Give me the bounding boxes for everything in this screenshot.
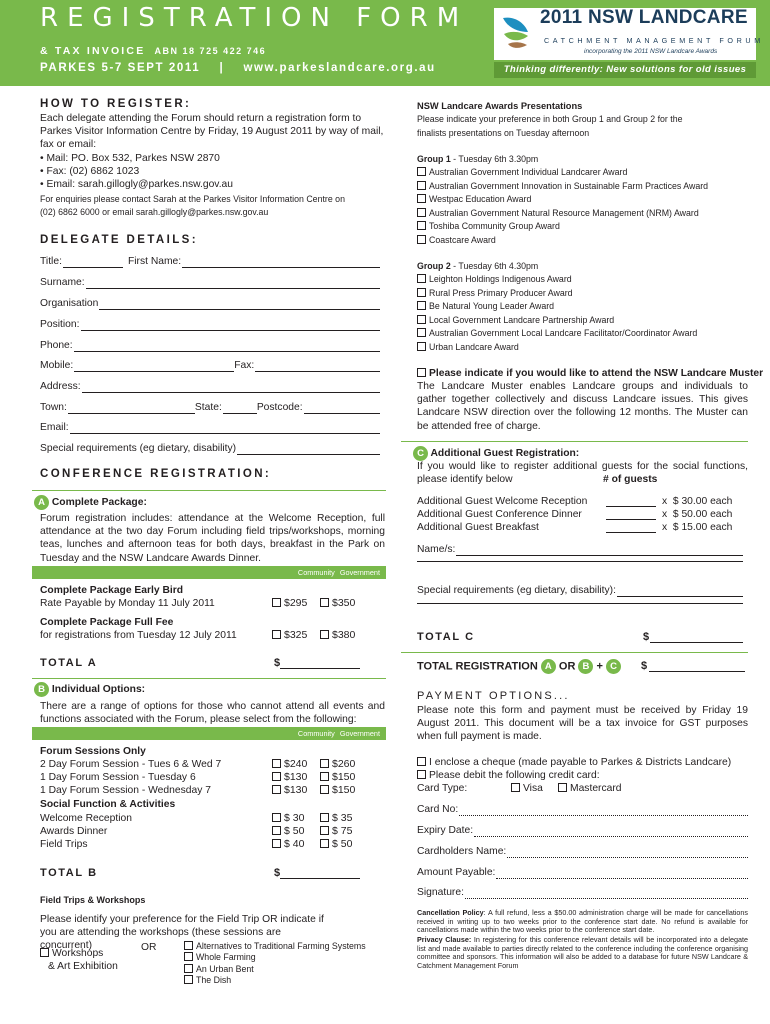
cancellation-policy <box>417 909 748 935</box>
grand-total-or: OR <box>558 660 576 673</box>
total-c-label: TOTAL C <box>417 631 475 643</box>
separator: | <box>219 62 225 74</box>
phone-label: Phone: <box>40 340 73 351</box>
title-first-name-row <box>40 254 380 268</box>
session-label: 1 Day Forum Session - Wednesday 7 <box>40 785 211 796</box>
checkbox[interactable] <box>272 772 281 781</box>
full-fee-community-option[interactable] <box>272 629 307 642</box>
award-option[interactable] <box>417 300 697 314</box>
field-trip-label: Alternatives to Traditional Farming Systems <box>196 941 366 951</box>
award-option[interactable] <box>417 207 708 221</box>
group-2-label: Group 2 <box>417 261 451 271</box>
price-label: $130 <box>284 784 308 796</box>
checkbox[interactable] <box>417 757 426 766</box>
group-1-time: - Tuesday 6th 3.30pm <box>450 154 539 164</box>
organisation-field[interactable] <box>99 299 380 310</box>
amount-row <box>417 865 748 879</box>
checkbox[interactable] <box>417 328 426 337</box>
credit-card-option[interactable] <box>417 769 600 782</box>
total-b-field[interactable] <box>280 867 360 879</box>
early-bird-government-option[interactable] <box>320 597 355 610</box>
town-label: Town: <box>40 402 67 413</box>
guest-rule <box>401 441 748 442</box>
package-a-column-headers: Community Government <box>32 566 386 579</box>
how-to-register-intro: Each delegate attending the Forum should return a registration form to Parkes Visitor Information Centre by Friday, 19 August 2011 by way of mail, fax or email: <box>40 113 384 151</box>
cancellation-label: Cancellation Policy <box>417 908 484 917</box>
total-a-label: TOTAL A <box>40 657 98 669</box>
field-trip-option[interactable] <box>184 975 366 986</box>
award-label: Australian Government Local Landcare Facilitator/Coordinator Award <box>429 328 698 338</box>
first-name-field[interactable] <box>182 257 380 268</box>
expiry-row <box>417 823 748 837</box>
guest-heading <box>413 446 579 461</box>
field-trips-title: Field Trips & Workshops <box>40 895 146 905</box>
full-fee-description: for registrations from Tuesday 12 July 2011 <box>40 630 237 641</box>
guest-item-label: Additional Guest Conference Dinner <box>417 509 582 520</box>
grand-total-badge-c: C <box>606 659 621 674</box>
full-fee-government-option[interactable] <box>320 629 355 642</box>
award-option[interactable] <box>417 314 697 328</box>
group-1-list <box>417 166 708 247</box>
position-field[interactable] <box>81 320 381 331</box>
guest-item-price: x $ 15.00 each <box>662 522 733 533</box>
award-label: Coastcare Award <box>429 234 496 245</box>
checkbox[interactable] <box>272 759 281 768</box>
card-number-row <box>417 802 748 816</box>
price-label: $150 <box>332 784 356 796</box>
title-label: Title: <box>40 256 62 267</box>
guest-special-label: Special requirements (eg dietary, disability): <box>417 585 616 596</box>
field-trip-option[interactable] <box>184 941 366 952</box>
field-trip-label: Whole Farming <box>196 952 256 963</box>
art-exhibition-label: & Art Exhibition <box>48 961 118 972</box>
logo-title: 2011 NSW LANDCARE <box>540 7 748 28</box>
social-label: Welcome Reception <box>40 813 132 824</box>
grand-total-row <box>417 659 747 674</box>
checkbox[interactable] <box>320 630 329 639</box>
title-field[interactable] <box>63 257 123 268</box>
visa-option[interactable] <box>511 782 543 795</box>
postcode-label: Postcode: <box>256 402 303 413</box>
event-location-date: PARKES 5-7 SEPT 2011 <box>40 62 201 74</box>
checkbox[interactable] <box>272 630 281 639</box>
card-number-field[interactable] <box>459 805 748 816</box>
package-a-heading <box>34 495 147 510</box>
field-trip-label: An Urban Bent <box>196 963 254 974</box>
privacy-clause <box>417 936 748 971</box>
price-label: $240 <box>284 758 308 770</box>
grand-total-plus: + <box>596 660 603 673</box>
form-subtitle <box>40 45 266 58</box>
package-b-title: Individual Options: <box>51 684 146 696</box>
grand-total-dollar: $ <box>641 660 648 672</box>
guest-count-header: # of guests <box>603 474 658 485</box>
price-label: $295 <box>284 597 308 609</box>
early-bird-community-option[interactable] <box>272 597 307 610</box>
muster-option[interactable] <box>417 367 763 380</box>
event-line <box>40 62 436 75</box>
social-label: Awards Dinner <box>40 826 108 837</box>
social-community-option[interactable] <box>272 825 304 838</box>
field-trip-option[interactable] <box>184 964 366 975</box>
muster-title: Please indicate if you would like to attend the NSW Landcare Muster <box>429 368 764 379</box>
first-name-label: First Name: <box>127 256 182 267</box>
total-c-row <box>417 631 743 644</box>
abn-number: ABN 18 725 422 746 <box>154 46 267 56</box>
session-label: 2 Day Forum Session - Tues 6 & Wed 7 <box>40 759 222 770</box>
award-label: Urban Landcare Award <box>429 341 519 352</box>
checkbox[interactable] <box>417 235 426 244</box>
mobile-label: Mobile: <box>40 360 74 371</box>
guest-names-field-2[interactable] <box>417 561 743 562</box>
award-option[interactable] <box>417 220 708 234</box>
checkbox[interactable] <box>272 826 281 835</box>
total-a-field[interactable] <box>280 657 360 669</box>
payment-description: Please note this form and payment must be received by Friday 19 August 2011. This document will be a tax invoice for GST purposes when full payment is made. <box>417 705 748 743</box>
checkbox[interactable] <box>417 315 426 324</box>
field-trips-list <box>184 941 366 986</box>
header-banner <box>0 0 770 86</box>
guest-item-label: Additional Guest Welcome Reception <box>417 496 588 507</box>
conference-registration-title: CONFERENCE REGISTRATION: <box>40 468 272 480</box>
award-option[interactable] <box>417 287 697 301</box>
guest-title: Additional Guest Registration: <box>430 448 580 460</box>
checkbox[interactable] <box>184 952 193 961</box>
price-label: $ 40 <box>284 838 305 850</box>
checkbox[interactable] <box>320 759 329 768</box>
total-c-dollar: $ <box>643 631 651 643</box>
signature-row <box>417 885 748 899</box>
checkbox[interactable] <box>417 181 426 190</box>
address-row <box>40 379 380 393</box>
award-label: Rural Press Primary Producer Award <box>429 287 573 298</box>
guest-names-row <box>417 542 743 556</box>
guest-special-field[interactable] <box>617 586 743 597</box>
guest-names-field[interactable] <box>456 545 743 556</box>
checkbox[interactable] <box>184 941 193 950</box>
guest-count-field[interactable] <box>606 495 656 507</box>
signature-label: Signature: <box>417 887 464 898</box>
cancellation-text: : A full refund, less a $50.00 administration charge will be made for cancellations received in writing up to two weeks prior to the conference start date. No refund is available for cancellations made within the two weeks prior to the conference start date. <box>417 908 748 935</box>
cardholder-field[interactable] <box>507 847 748 858</box>
card-number-label: Card No: <box>417 804 459 815</box>
award-label: Leighton Holdings Indigenous Award <box>429 274 572 284</box>
price-label: $ 30 <box>284 812 305 824</box>
state-field[interactable] <box>223 403 257 414</box>
card-type-label: Card Type: <box>417 783 468 794</box>
session-government-option[interactable] <box>320 771 355 784</box>
session-community-option[interactable] <box>272 784 307 797</box>
guest-count-field[interactable] <box>606 508 656 520</box>
checkbox[interactable] <box>272 813 281 822</box>
full-fee-title: Complete Package Full Fee <box>40 617 174 628</box>
guest-item-price: x $ 30.00 each <box>662 496 733 507</box>
checkbox[interactable] <box>417 288 426 297</box>
delegate-details-title: DELEGATE DETAILS: <box>40 234 198 246</box>
amount-field[interactable] <box>496 868 748 879</box>
package-b-rule <box>32 678 386 679</box>
checkbox[interactable] <box>272 785 281 794</box>
social-government-option[interactable] <box>320 825 352 838</box>
price-label: $150 <box>332 771 356 783</box>
checkbox[interactable] <box>320 839 329 848</box>
checkbox[interactable] <box>417 301 426 310</box>
credit-card-label: Please debit the following credit card: <box>429 770 600 781</box>
price-label: $350 <box>332 597 356 609</box>
grand-total-field[interactable] <box>649 660 745 672</box>
enquiries-text: For enquiries please contact Sarah at the Parkes Visitor Information Centre on (02) 6862 6000 or email sarah.gillogly@parkes.nsw.gov.au <box>40 194 345 217</box>
landcare-logo <box>494 7 764 60</box>
logo-incorporating-text: incorporating the 2011 NSW Landcare Awards <box>584 48 718 55</box>
position-label: Position: <box>40 319 80 330</box>
social-label: Field Trips <box>40 839 88 850</box>
checkbox[interactable] <box>417 342 426 351</box>
tagline: Thinking differently: New solutions for old issues <box>494 62 756 78</box>
total-b-dollar: $ <box>274 867 282 879</box>
social-government-option[interactable] <box>320 838 352 851</box>
social-community-option[interactable] <box>272 838 304 851</box>
award-option[interactable] <box>417 193 708 207</box>
grand-total-badge-b: B <box>578 659 593 674</box>
checkbox[interactable] <box>320 813 329 822</box>
total-c-field[interactable] <box>650 631 743 643</box>
package-a-badge: A <box>34 495 49 510</box>
signature-field[interactable] <box>465 888 748 899</box>
email-label: Email: <box>40 422 69 433</box>
total-a-row <box>40 657 360 670</box>
package-a-title: Complete Package: <box>51 497 147 509</box>
fax-number: • Fax: (02) 6862 1023 <box>40 166 140 177</box>
checkbox[interactable] <box>417 167 426 176</box>
price-label: $325 <box>284 629 308 641</box>
award-option[interactable] <box>417 166 708 180</box>
social-function-title: Social Function & Activities <box>40 799 176 810</box>
guest-item-label: Additional Guest Breakfast <box>417 522 539 533</box>
price-label: $ 50 <box>332 838 353 850</box>
price-label: $ 75 <box>332 825 353 837</box>
town-state-postcode-row <box>40 400 380 414</box>
price-label: $380 <box>332 629 356 641</box>
checkbox[interactable] <box>320 772 329 781</box>
email-address: • Email: sarah.gillogly@parkes.nsw.gov.au <box>40 179 234 190</box>
guest-badge: C <box>413 446 428 461</box>
price-label: $130 <box>284 771 308 783</box>
package-b-description: There are a range of options for those who cannot attend all events and functions associated with the Forum, please select from the following: <box>40 701 385 726</box>
session-community-option[interactable] <box>272 758 307 771</box>
grand-total-rule <box>401 652 748 653</box>
group-2-heading <box>417 260 538 273</box>
award-label: Toshiba Community Group Award <box>429 221 560 231</box>
session-government-option[interactable] <box>320 758 355 771</box>
tax-invoice-label: & TAX INVOICE <box>40 45 146 57</box>
total-b-row <box>40 867 360 880</box>
price-label: $260 <box>332 758 356 770</box>
group-2-list <box>417 273 697 354</box>
special-requirements-field[interactable] <box>237 444 380 455</box>
early-bird-title: Complete Package Early Bird <box>40 585 184 596</box>
award-label: Westpac Education Award <box>429 194 532 204</box>
award-option[interactable] <box>417 234 708 248</box>
phone-row <box>40 338 380 352</box>
mastercard-option[interactable] <box>558 782 622 795</box>
session-government-option[interactable] <box>320 784 355 797</box>
expiry-field[interactable] <box>474 826 748 837</box>
session-label: 1 Day Forum Session - Tuesday 6 <box>40 772 196 783</box>
how-to-register-title: HOW TO REGISTER: <box>40 98 192 110</box>
field-trip-label: The Dish <box>196 974 232 985</box>
session-community-option[interactable] <box>272 771 307 784</box>
checkbox[interactable] <box>184 975 193 984</box>
field-trip-option[interactable] <box>184 952 366 963</box>
social-community-option[interactable] <box>272 812 304 825</box>
guest-special-field-2[interactable] <box>417 603 743 604</box>
privacy-label: Privacy Clause: <box>417 935 472 944</box>
guest-special-row <box>417 583 743 597</box>
address-label: Address: <box>40 381 81 392</box>
checkbox[interactable] <box>417 368 426 377</box>
privacy-text: In registering for this conference relevant details will be incorporated into a delegate list and made available to parties directly related to the conference including the conference organising committee and sponsors. This information will also be added to a database for future NSW Landcare & Catchment Management Forum <box>417 935 748 971</box>
price-label: $ 50 <box>284 825 305 837</box>
form-title: REGISTRATION FORM <box>40 3 469 33</box>
or-label: OR <box>141 942 157 953</box>
special-requirements-label: Special requirements (eg dietary, disability) <box>40 443 237 454</box>
surname-row <box>40 275 380 289</box>
state-label: State: <box>194 402 222 413</box>
group-2-time: - Tuesday 6th 4.30pm <box>450 261 539 271</box>
payment-options-title: PAYMENT OPTIONS... <box>417 690 570 702</box>
email-row <box>40 420 380 434</box>
mail-address: • Mail: PO. Box 532, Parkes NSW 2870 <box>40 153 220 164</box>
award-label: Australian Government Individual Landcarer Award <box>429 167 628 177</box>
cheque-option[interactable] <box>417 756 731 769</box>
workshops-label: Workshops <box>52 948 104 959</box>
award-option[interactable] <box>417 180 708 194</box>
award-label: Australian Government Natural Resource Management (NRM) Award <box>429 207 699 218</box>
organisation-label: Organisation <box>40 298 99 309</box>
guest-description: If you would like to register additional guests for the social functions, please identify below <box>417 461 748 486</box>
checkbox[interactable] <box>417 770 426 779</box>
checkbox[interactable] <box>558 783 567 792</box>
muster-description: The Landcare Muster enables Landcare groups and individuals to gather together collectively and discuss Landcare issues. This gives Landcare NSW direction over the following 12 months. The Muster can be attended free of charge. <box>417 381 748 432</box>
grand-total-badge-a: A <box>541 659 556 674</box>
group-1-label: Group 1 <box>417 154 451 164</box>
phone-field[interactable] <box>74 341 380 352</box>
checkbox[interactable] <box>417 221 426 230</box>
visa-label: Visa <box>523 783 543 794</box>
checkbox[interactable] <box>417 274 426 283</box>
cheque-label: I enclose a cheque (made payable to Parkes & Districts Landcare) <box>429 757 732 768</box>
mobile-field[interactable] <box>74 361 234 372</box>
checkbox[interactable] <box>320 826 329 835</box>
group-1-heading <box>417 153 538 166</box>
checkbox[interactable] <box>320 598 329 607</box>
awards-description: Please indicate your preference in both Group 1 and Group 2 for the finalists presentations on Tuesday afternoon <box>417 114 683 138</box>
logo-forum-text: CATCHMENT MANAGEMENT FORUM <box>544 36 764 45</box>
price-label: $ 35 <box>332 812 353 824</box>
leaf-logo-icon <box>500 14 532 50</box>
social-government-option[interactable] <box>320 812 352 825</box>
fax-field[interactable] <box>255 361 380 372</box>
package-b-column-headers: Community Government <box>32 727 386 740</box>
package-b-heading <box>34 682 145 697</box>
guest-item-price: x $ 50.00 each <box>662 509 733 520</box>
checkbox[interactable] <box>320 785 329 794</box>
award-option[interactable] <box>417 273 697 287</box>
total-a-dollar: $ <box>274 657 282 669</box>
guest-count-field[interactable] <box>606 521 656 533</box>
expiry-label: Expiry Date: <box>417 825 474 836</box>
awards-title: NSW Landcare Awards Presentations <box>417 101 583 111</box>
award-option[interactable] <box>417 341 697 355</box>
mobile-fax-row <box>40 358 380 372</box>
organisation-row <box>40 296 380 310</box>
award-label: Local Government Landcare Partnership Award <box>429 314 615 325</box>
postcode-field[interactable] <box>304 403 380 414</box>
checkbox[interactable] <box>511 783 520 792</box>
award-label: Be Natural Young Leader Award <box>429 301 555 311</box>
guest-names-label: Name/s: <box>417 544 456 555</box>
checkbox[interactable] <box>417 194 426 203</box>
position-row <box>40 317 380 331</box>
town-field[interactable] <box>68 403 195 414</box>
surname-label: Surname: <box>40 277 85 288</box>
amount-label: Amount Payable: <box>417 867 496 878</box>
checkbox[interactable] <box>184 964 193 973</box>
checkbox[interactable] <box>272 598 281 607</box>
package-a-description: Forum registration includes: attendance at the Welcome Reception, full attendance at the two day Forum including field trips/workshops, morning teas, lunches and afternoon teas for both days, breakfast in the Park on Tuesday and the NSW Landcare Awards Dinner. <box>40 513 385 564</box>
special-requirements-row <box>40 441 380 455</box>
surname-field[interactable] <box>86 278 380 289</box>
total-b-label: TOTAL B <box>40 867 98 879</box>
package-a-rule <box>32 490 386 491</box>
grand-total-label: TOTAL REGISTRATION <box>417 660 538 673</box>
early-bird-description: Rate Payable by Monday 11 July 2011 <box>40 598 215 609</box>
award-label: Australian Government Innovation in Sustainable Farm Practices Award <box>429 180 709 191</box>
mastercard-label: Mastercard <box>570 783 622 794</box>
workshops-option[interactable] <box>40 947 103 960</box>
field-trips-description: Please identify your preference for the Field Trip OR indicate if you are attending the workshops (these sessions are concurrent) <box>40 914 324 952</box>
forum-sessions-title: Forum Sessions Only <box>40 746 146 757</box>
checkbox[interactable] <box>40 948 49 957</box>
fax-label: Fax: <box>234 360 255 371</box>
email-field[interactable] <box>70 423 380 434</box>
award-option[interactable] <box>417 327 697 341</box>
cardholder-row <box>417 844 748 858</box>
checkbox[interactable] <box>417 208 426 217</box>
cardholder-label: Cardholders Name: <box>417 846 507 857</box>
package-b-badge: B <box>34 682 49 697</box>
checkbox[interactable] <box>272 839 281 848</box>
address-field[interactable] <box>82 382 380 393</box>
website-link[interactable]: www.parkeslandcare.org.au <box>243 62 436 74</box>
